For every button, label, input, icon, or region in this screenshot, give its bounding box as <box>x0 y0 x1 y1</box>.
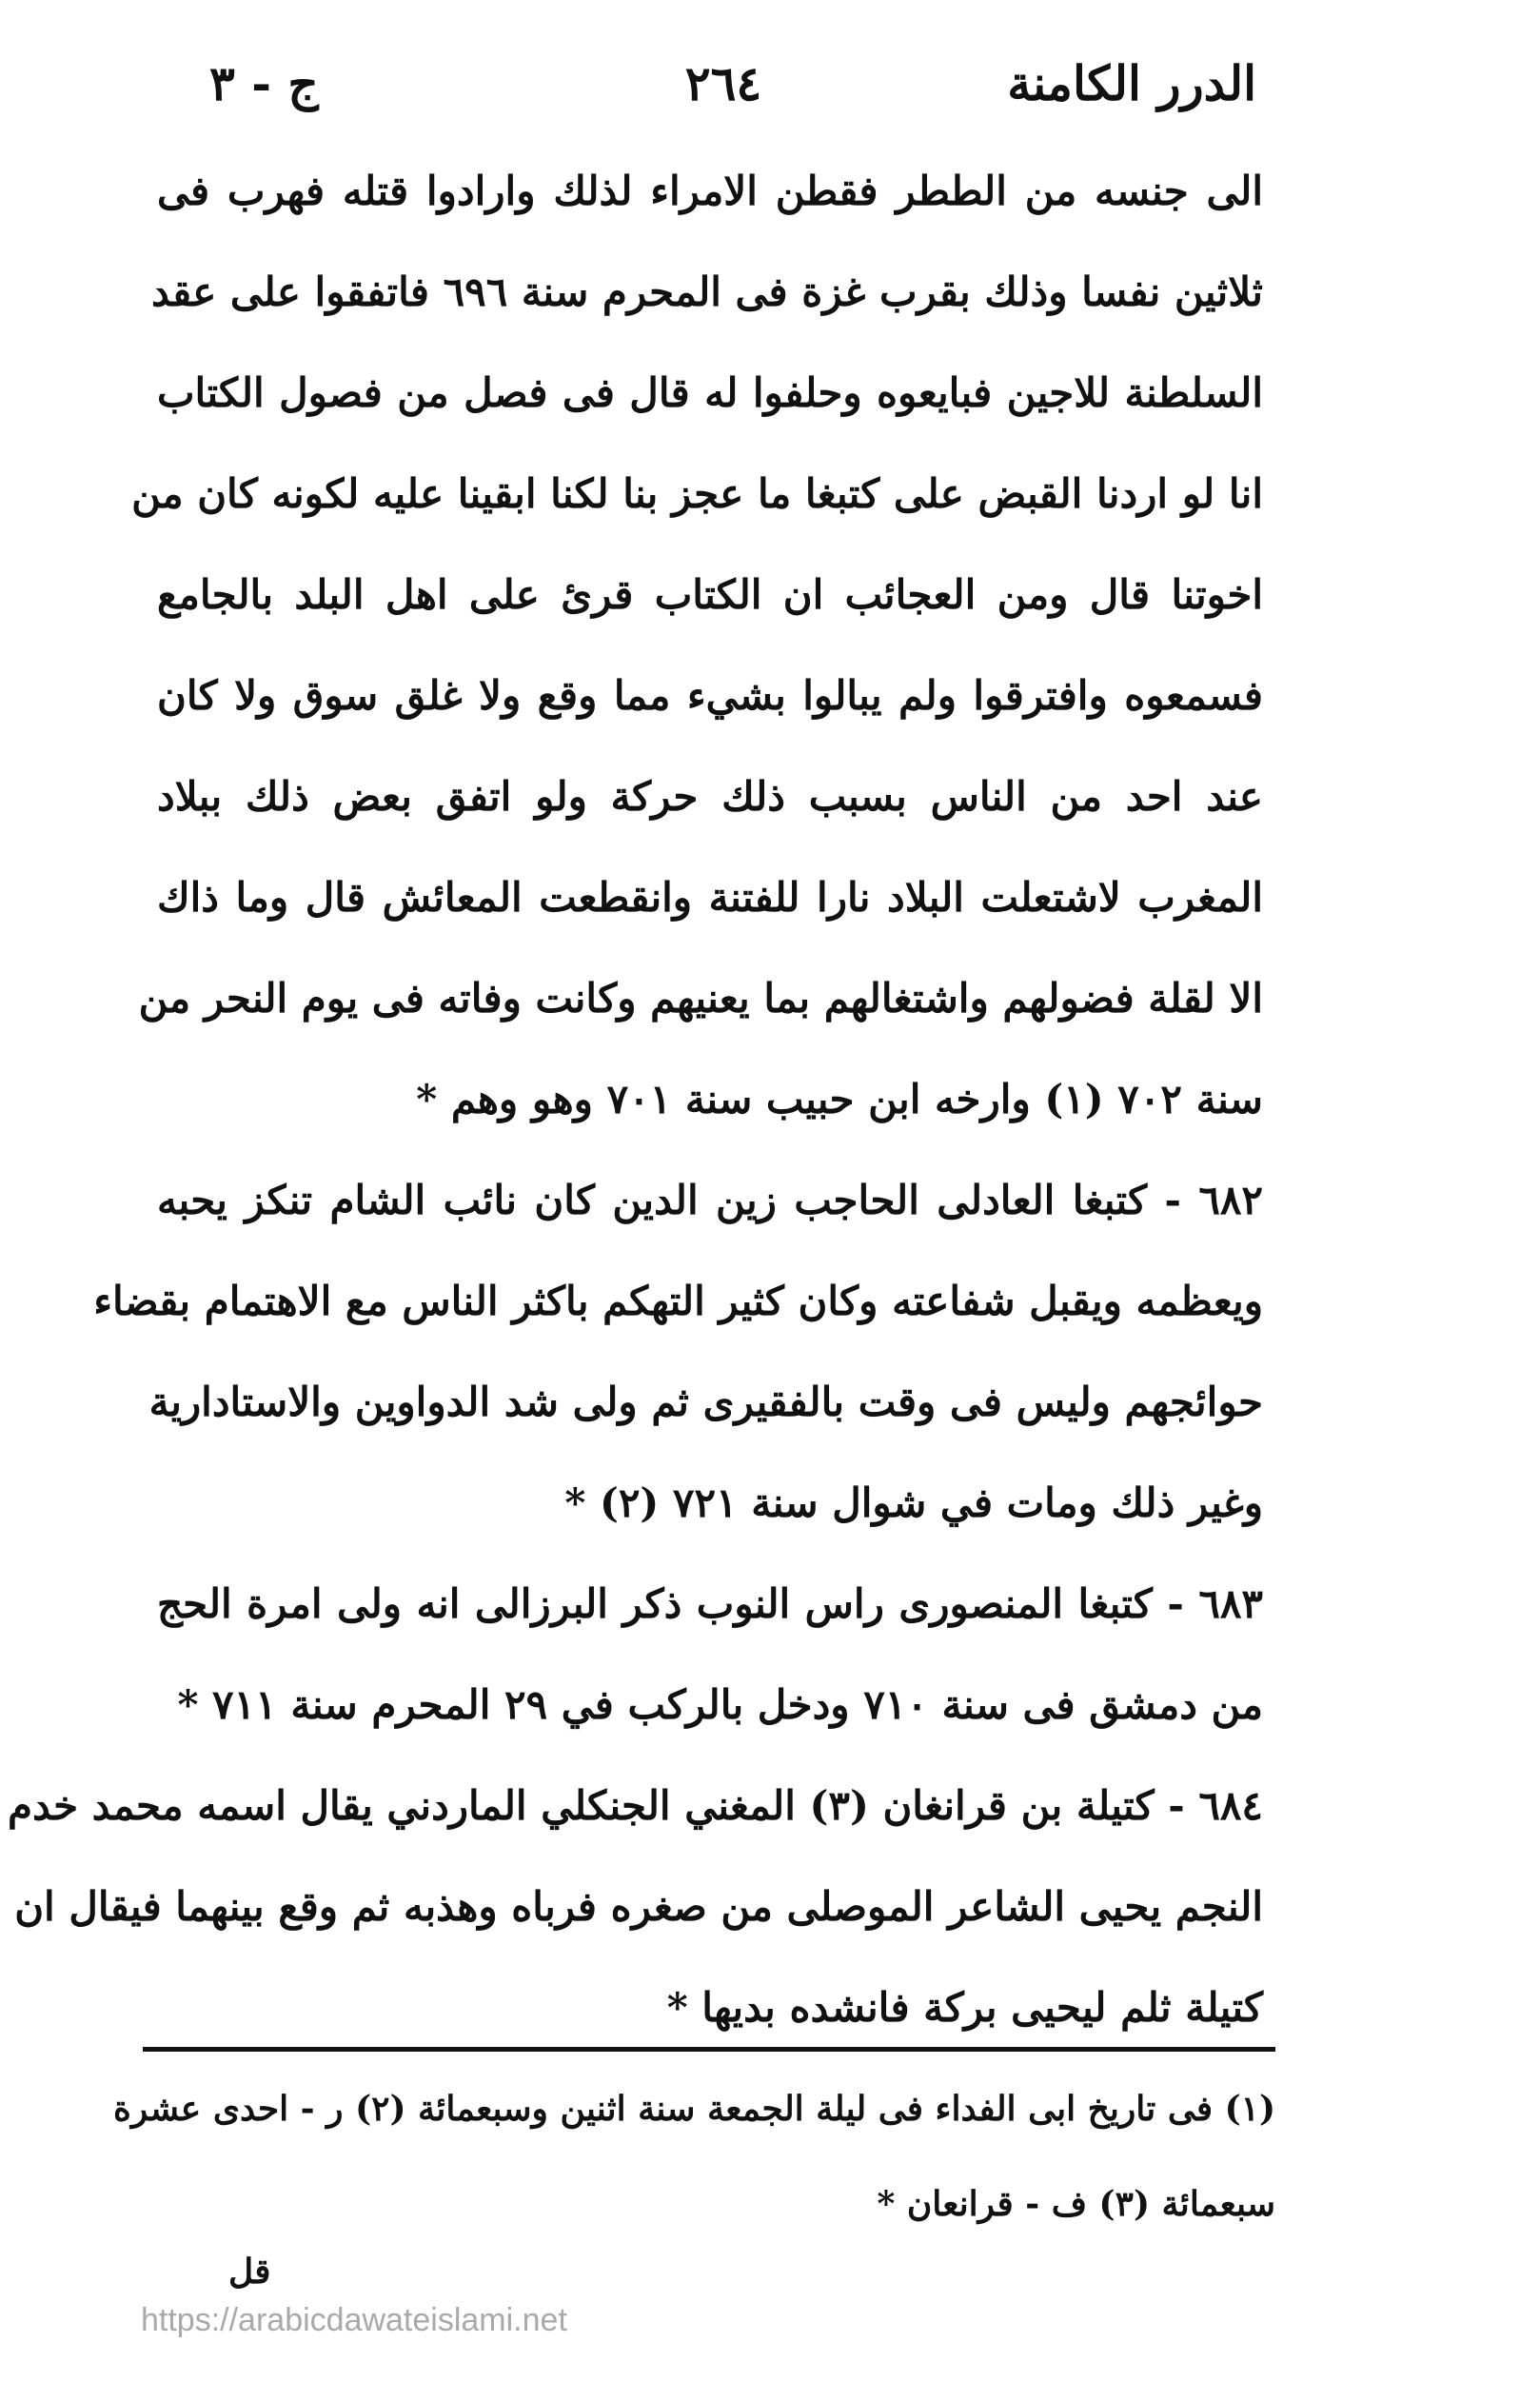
text-line: المغرب لاشتعلت البلاد نارا للفتنة وانقطعت المعائش قال وما ذاك <box>157 874 1263 921</box>
text-line: الى جنسه من الططر فقطن الامراء لذلك وارادوا قتله فهرب فى <box>157 168 1263 214</box>
text-line: السلطنة للاجين فبايعوه وحلفوا له قال فى فصل من فصول الكتاب <box>157 369 1263 416</box>
text-line: ويعظمه ويقبل شفاعته وكان كثير التهكم باكثر الناس مع الاهتمام بقضاء <box>93 1278 1263 1324</box>
text-line: انا لو اردنا القبض على كتبغا ما عجز بنا لكنا ابقينا عليه لكونه كان من <box>131 470 1263 517</box>
text-line: اخوتنا قال ومن العجائب ان الكتاب قرئ على اهل البلد بالجامع <box>157 571 1264 618</box>
entry-684-line: ٦٨٤ - كتيلة بن قرانغان (٣) المغني الجنكلي الماردني يقال اسمه محمد خدم <box>8 1782 1263 1829</box>
running-header <box>190 55 1256 141</box>
text-line: سنة ٧٠٢ (١) وارخه ابن حبيب سنة ٧٠١ وهو وهم * <box>416 1076 1263 1122</box>
footnote-line: سبعمائة (٣) ف - قرانعان * <box>877 2184 1275 2224</box>
text-line: فسمعوه وافترقوا ولم يبالوا بشيء مما وقع ولا غلق سوق ولا كان <box>157 672 1263 719</box>
footnote-divider <box>143 2047 1275 2052</box>
text-line: ثلاثين نفسا وذلك بقرب غزة فى المحرم سنة ٦٩٦ فاتفقوا على عقد <box>150 268 1263 315</box>
page-number: ٢٦٤ <box>684 55 762 111</box>
text-line: عند احد من الناس بسبب ذلك حركة ولو اتفق بعض ذلك ببلاد <box>157 773 1263 820</box>
main-text <box>8 141 1264 2058</box>
text-line: حوائجهم وليس فى وقت بالفقيرى ثم ولى شد الدواوين والاستادارية <box>148 1379 1263 1425</box>
text-line: كتيلة ثلم ليحيى بركة فانشده بديها * <box>666 1984 1263 2031</box>
text-line: النجم يحيى الشاعر الموصلى من صغره فرباه وهذبه ثم وقع بينهما فيقال ان <box>14 1883 1263 1930</box>
text-line: وغير ذلك ومات في شوال سنة ٧٢١ (٢) * <box>564 1479 1263 1526</box>
footnote-line: (١) فى تاريخ ابى الفداء فى ليلة الجمعة سنة اثنين وسبعمائة (٢) ر - احدى عشرة <box>112 2089 1275 2129</box>
book-title: الدرر الكامنة <box>1007 55 1256 111</box>
entry-683-line: ٦٨٣ - كتبغا المنصورى راس النوب ذكر البرزالى انه ولى امرة الحج <box>157 1580 1263 1627</box>
catchword: قل <box>228 2252 271 2292</box>
footnotes <box>112 2061 1275 2252</box>
entry-682-line: ٦٨٢ - كتبغا العادلى الحاجب زين الدين كان نائب الشام تنكز يحبه <box>157 1177 1263 1223</box>
volume-label: ج - ٣ <box>209 55 319 111</box>
text-line: الا لقلة فضولهم واشتغالهم بما يعنيهم وكانت وفاته فى يوم النحر من <box>138 975 1263 1022</box>
watermark-link[interactable]: https://arabicdawateislami.net <box>141 2302 567 2338</box>
text-line: من دمشق فى سنة ٧١٠ ودخل بالركب في ٢٩ المحرم سنة ٧١١ * <box>177 1681 1263 1728</box>
